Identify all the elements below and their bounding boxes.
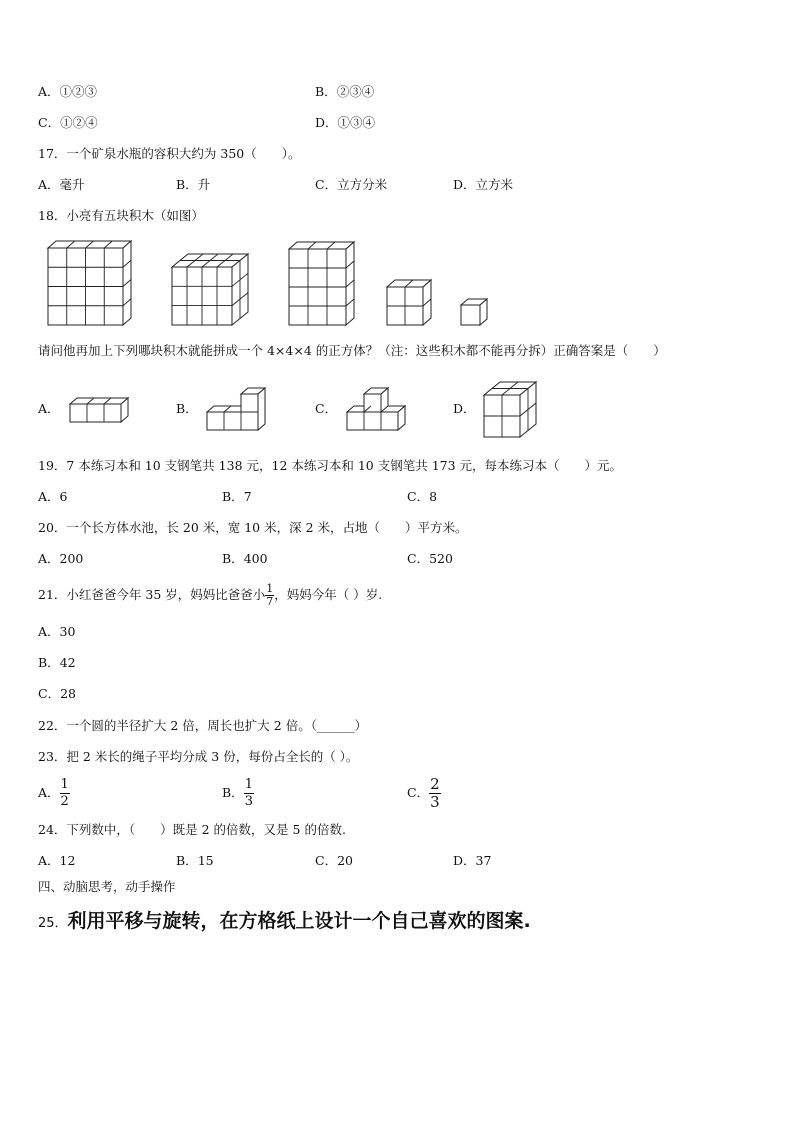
q21-option-b: B．42: [38, 655, 76, 670]
block-3-illustration: [289, 242, 354, 325]
q23-option-c: C． $\frac{2}{3}$: [407, 775, 440, 811]
q24-option-b: B．15: [176, 853, 214, 868]
q23-stem: 23．把 2 米长的绳子平均分成 3 份，每份占全长的（ ）。: [38, 749, 359, 764]
q20-option-a: A．200: [38, 551, 84, 566]
q22-stem: 22．一个圆的半径扩大 2 倍，周长也扩大 2 倍。（______）: [38, 718, 367, 733]
q20-option-b: B．400: [222, 551, 268, 566]
q19-stem: 19．7 本练习本和 10 支钢笔共 138 元，12 本练习本和 10 支钢笔共 173 元，每本练习本（ ）元。: [38, 458, 623, 473]
q17-option-d: D．立方米: [453, 177, 514, 192]
q18-blocks-figure: [0, 236, 794, 336]
q17-option-b: B．升: [176, 177, 211, 192]
q24-option-c: C．20: [315, 853, 353, 868]
q23-option-a: A． $\frac{1}{2}$: [38, 777, 69, 809]
q17-option-a: A．毫升: [38, 177, 85, 192]
q16-option-d: D．①③④: [315, 115, 376, 130]
q24-option-d: D．37: [453, 853, 492, 868]
q24-stem: 24．下列数中，（ ）既是 2 的倍数，又是 5 的倍数.: [38, 822, 346, 837]
q19-option-a: A．6: [38, 489, 68, 504]
option-b-illustration: [207, 388, 265, 430]
q18-option-d-label: D．: [453, 401, 476, 416]
q21-fraction: $\frac{1}{7}$: [266, 582, 274, 608]
q17-stem: 17．一个矿泉水瓶的容积大约为 350（ ）。: [38, 146, 301, 161]
block-4-illustration: [387, 280, 431, 325]
block-5-illustration: [461, 299, 487, 325]
q21-option-a: A．30: [38, 624, 76, 639]
q23-option-b: B． $\frac{1}{3}$: [222, 777, 253, 809]
q19-option-b: B．7: [222, 489, 252, 504]
block-2-illustration: [172, 254, 248, 325]
option-c-illustration: [347, 388, 405, 430]
q16-option-b: B．②③④: [315, 84, 375, 99]
q16-option-a: A．①②③: [38, 84, 98, 99]
option-a-illustration: [70, 398, 128, 422]
section-4-heading: 四、动脑思考，动手操作: [38, 879, 176, 894]
q18-option-c-label: C．: [315, 401, 338, 416]
q19-option-c: C．8: [407, 489, 438, 504]
q24-option-a: A．12: [38, 853, 76, 868]
q20-option-c: C．520: [407, 551, 453, 566]
q20-stem: 20．一个长方体水池，长 20 米，宽 10 米，深 2 米，占地（ ）平方米。: [38, 520, 468, 535]
q25-stem: 25．利用平移与旋转，在方格纸上设计一个自己喜欢的图案.: [38, 910, 531, 932]
option-d-illustration: [484, 382, 536, 437]
q17-option-c: C．立方分米: [315, 177, 388, 192]
q18-option-b-label: B．: [176, 401, 198, 416]
q18-options-figure: [0, 378, 794, 438]
block-1-illustration: [48, 241, 131, 325]
q18-option-a-label: A．: [38, 401, 60, 416]
q18-stem: 18．小亮有五块积木（如图）: [38, 208, 204, 223]
q21-option-c: C．28: [38, 686, 76, 701]
q16-option-c: C．①②④: [38, 115, 98, 130]
q18-question: 请问他再加上下列哪块积木就能拼成一个 4×4×4 的正方体？（注：这些积木都不能再分拆）正确答案是（ ）: [38, 343, 666, 358]
q21-stem: 21．小红爸爸今年 35 岁，妈妈比爸爸小 $\frac{1}{7}$ ，妈妈今年（ ）岁.: [38, 582, 383, 608]
